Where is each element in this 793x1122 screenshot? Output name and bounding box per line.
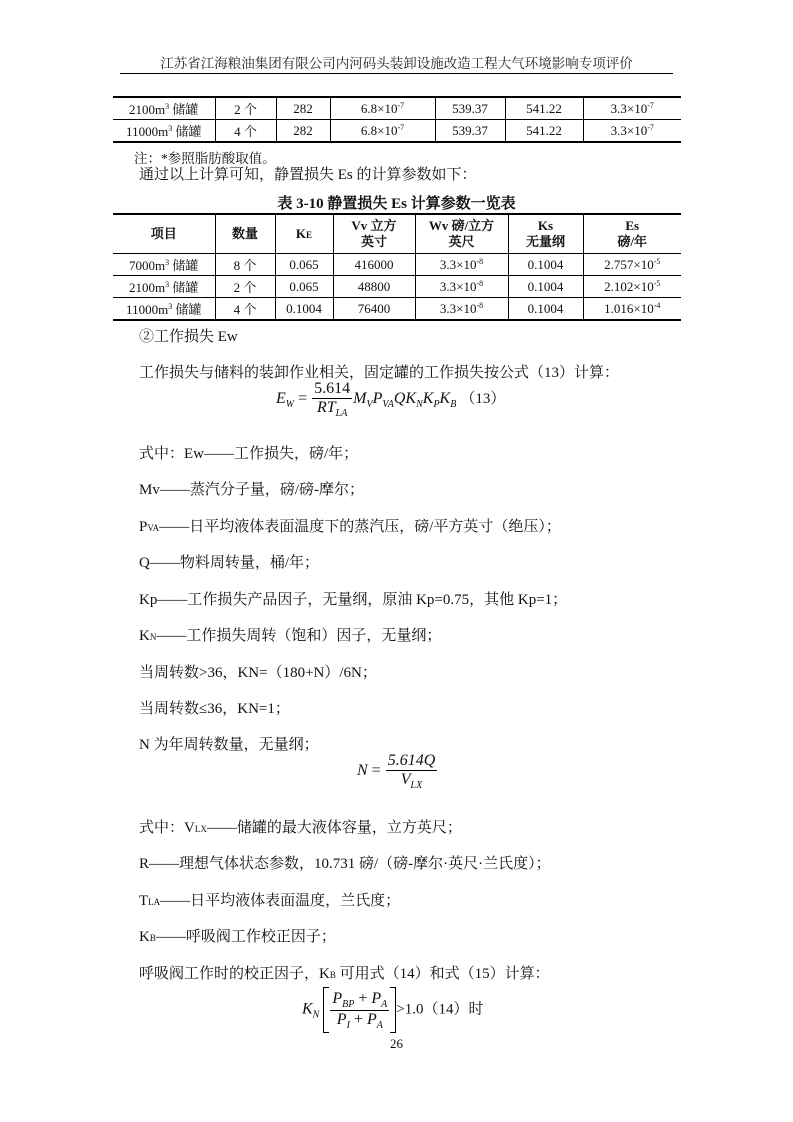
- cell-vv: 416000: [333, 254, 415, 276]
- equation-13: $E_W$ = $\frac{5.614}{RT_{LA}}$ $M_VP_{VA}QK_NK_PK_B$ （13）: [276, 380, 506, 419]
- cell-es: $2.102\times 10^{-5}$: [583, 276, 681, 298]
- cell-item: $11000m^3$ 储罐: [113, 120, 215, 143]
- definition-kb: KB——呼吸阀工作校正因子；: [139, 929, 336, 945]
- cell-c5: 539.37: [435, 97, 505, 120]
- cell-es: $1.016\times 10^{-4}$: [583, 298, 681, 321]
- cell-wv: $3.3\times 10^{-8}$: [415, 254, 508, 276]
- condition-gt-36: 当周转数>36，KN=（180+N）/6N；: [139, 665, 377, 681]
- header-wv: Wv 磅/立方 英尺: [415, 214, 508, 254]
- cell-count: 4 个: [215, 120, 276, 143]
- cell-wv: $3.3\times 10^{-8}$: [415, 276, 508, 298]
- cell-c7: $3.3\times 10^{-7}$: [583, 97, 681, 120]
- definition-kp: Kp——工作损失产品因子，无量纲，原油 Kp=0.75，其他 Kp=1；: [139, 592, 568, 608]
- condition-le-36: 当周转数≤36，KN=1；: [139, 701, 290, 717]
- cell-count: 4 个: [215, 298, 275, 321]
- definition-q: Q——物料周转量，桶/年；: [139, 555, 320, 571]
- table-row: [113, 97, 681, 120]
- header-es: Es 磅/年: [583, 214, 681, 254]
- table-note: 注：*参照脂肪酸取值。: [134, 151, 276, 166]
- equation-n: N = $\frac{5.614Q}{V_{LX}}$: [357, 752, 436, 791]
- section-heading-work-loss: ②工作损失 Ew: [139, 329, 238, 345]
- table-header-row: [113, 214, 681, 254]
- kb-calc-paragraph: 呼吸阀工作时的校正因子，KB 可用式（14）和式（15）计算：: [139, 966, 550, 982]
- table-caption: 表 3-10 静置损失 Es 计算参数一览表: [277, 196, 516, 212]
- definition-ew: 式中：Ew——工作损失，磅/年；: [139, 446, 359, 462]
- es-parameter-table: [113, 213, 681, 321]
- cell-ks: 0.1004: [508, 276, 583, 298]
- cell-c4: $6.8\times 10^{-7}$: [330, 120, 435, 143]
- cell-c3: 282: [276, 97, 330, 120]
- intro-paragraph: 通过以上计算可知，静置损失 Es 的计算参数如下：: [139, 167, 477, 183]
- cell-c3: 282: [276, 120, 330, 143]
- cell-count: 8 个: [215, 254, 275, 276]
- table-row: [113, 254, 681, 276]
- cell-count: 2 个: [215, 97, 276, 120]
- header-rule: [120, 73, 673, 74]
- cell-ks: 0.1004: [508, 254, 583, 276]
- page-number: 26: [390, 1036, 403, 1051]
- header-count: 数量: [215, 214, 275, 254]
- table-row: [113, 276, 681, 298]
- cell-vv: 76400: [333, 298, 415, 321]
- definition-n: N 为年周转数量，无量纲；: [139, 737, 319, 753]
- table-row: [113, 298, 681, 321]
- header-vv: Vv 立方 英寸: [333, 214, 415, 254]
- definition-pva: PVA——日平均液体表面温度下的蒸汽压，磅/平方英寸（绝压）；: [139, 519, 561, 535]
- cell-item: $7000m^3$ 储罐: [113, 254, 215, 276]
- cell-c6: 541.22: [505, 97, 583, 120]
- cell-ke: 0.065: [275, 254, 333, 276]
- work-loss-paragraph: 工作损失与储料的装卸作业相关，固定罐的工作损失按公式（13）计算：: [139, 365, 620, 381]
- cell-item: $11000m^3$ 储罐: [113, 298, 215, 321]
- header-ks: Ks 无量纲: [508, 214, 583, 254]
- running-header: 江苏省江海粮油集团有限公司内河码头装卸设施改造工程大气环境影响专项评价: [160, 56, 633, 71]
- header-ke: KE: [275, 214, 333, 254]
- left-bracket: [323, 987, 329, 1033]
- definition-mv: Mv——蒸汽分子量，磅/磅-摩尔；: [139, 482, 365, 498]
- cell-item: $2100m^3$ 储罐: [113, 97, 215, 120]
- cell-c6: 541.22: [505, 120, 583, 143]
- cell-ke: 0.065: [275, 276, 333, 298]
- cell-vv: 48800: [333, 276, 415, 298]
- definition-kn: KN——工作损失周转（饱和）因子，无量纲；: [139, 628, 442, 644]
- cell-es: $2.757\times 10^{-5}$: [583, 254, 681, 276]
- cell-wv: $3.3\times 10^{-8}$: [415, 298, 508, 321]
- header-item: 项目: [113, 214, 215, 254]
- table-row: [113, 120, 681, 143]
- definition-tla: TLA——日平均液体表面温度，兰氏度；: [139, 893, 401, 909]
- definition-r: R——理想气体状态参数，10.731 磅/（磅-摩尔·英尺·兰氏度）；: [139, 856, 551, 872]
- definition-vlx: 式中：VLX——储罐的最大液体容量，立方英尺；: [139, 820, 462, 836]
- cell-ks: 0.1004: [508, 298, 583, 321]
- cell-ke: 0.1004: [275, 298, 333, 321]
- cell-item: $2100m^3$ 储罐: [113, 276, 215, 298]
- continued-table: [113, 96, 681, 143]
- equation-14: $K_N$ $\frac{P_{BP} + P_A}{P_I + P_A}$ >1.0（14）时: [302, 987, 483, 1033]
- cell-c7: $3.3\times 10^{-7}$: [583, 120, 681, 143]
- cell-c5: 539.37: [435, 120, 505, 143]
- cell-count: 2 个: [215, 276, 275, 298]
- cell-c4: $6.8\times 10^{-7}$: [330, 97, 435, 120]
